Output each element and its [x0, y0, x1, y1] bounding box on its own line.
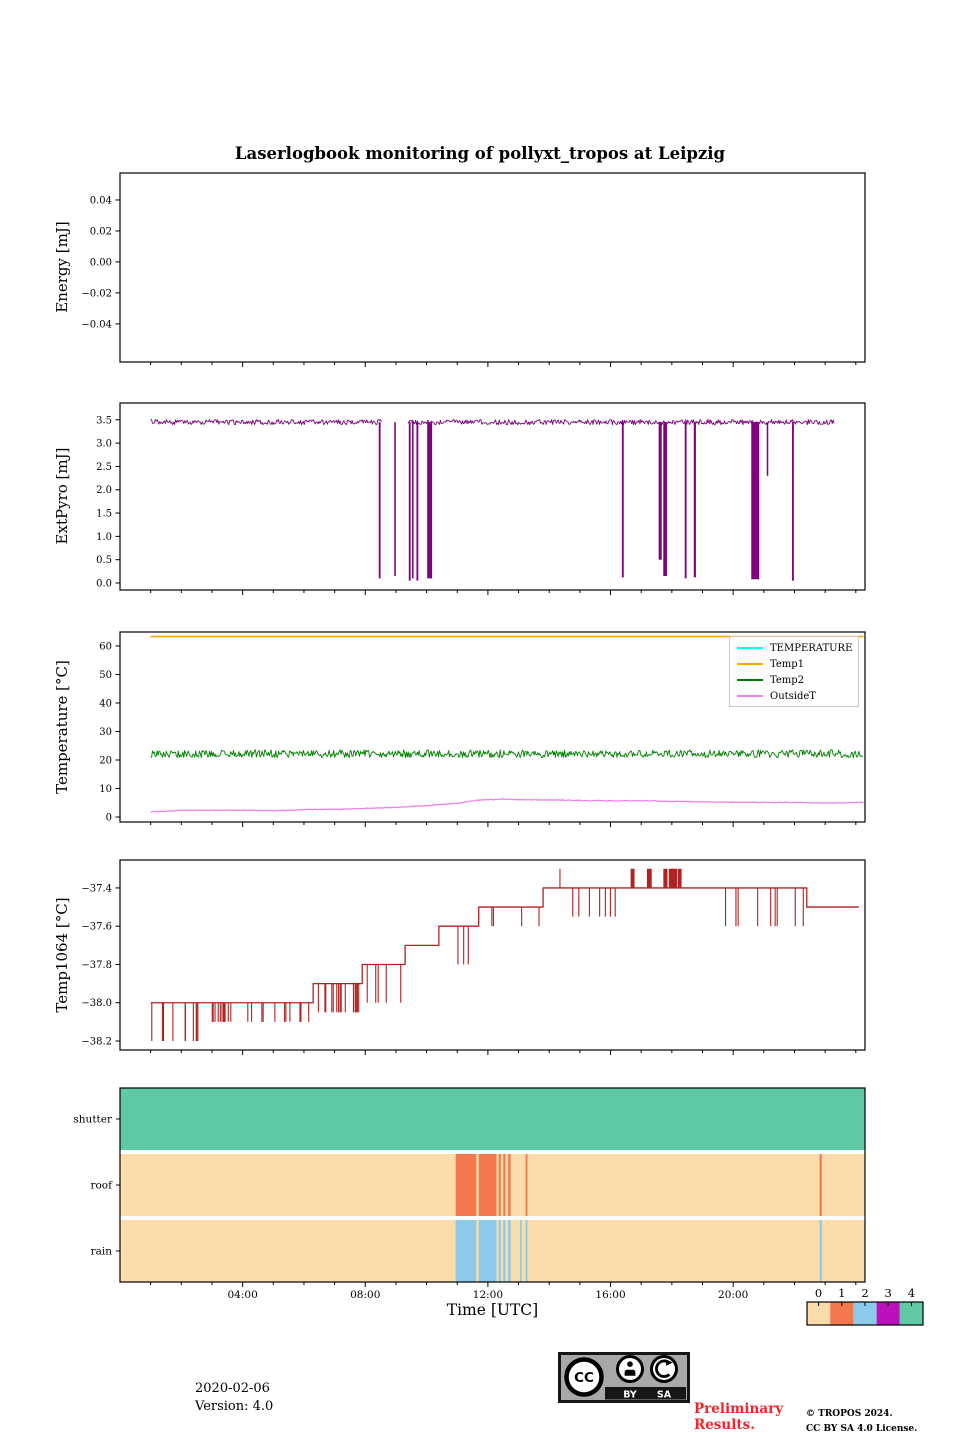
svg-text:roof: roof: [90, 1179, 112, 1192]
svg-text:4: 4: [907, 1286, 916, 1300]
svg-text:0.5: 0.5: [96, 555, 112, 567]
legend-swatch-temperature: [737, 647, 763, 650]
legend-swatch-outsidet: [737, 695, 763, 698]
copyright-line2: CC BY SA 4.0 License.: [806, 1423, 918, 1434]
svg-text:08:00: 08:00: [350, 1289, 381, 1301]
svg-text:−0.02: −0.02: [81, 288, 112, 300]
temperature-legend: [729, 636, 859, 707]
legend-label-temperature: TEMPERATURE: [770, 642, 853, 654]
legend-label-outsidet: OutsideT: [770, 690, 816, 702]
svg-text:−37.6: −37.6: [81, 921, 112, 933]
svg-text:10: 10: [99, 784, 112, 796]
by-person-body: [625, 1370, 636, 1376]
legend-entry-temperature: [730, 640, 858, 656]
legend-entry-temp1: [730, 656, 858, 672]
legend-label-temp2: Temp2: [770, 674, 805, 686]
svg-text:3: 3: [884, 1286, 892, 1300]
footer-date: 2020-02-06: [195, 1381, 270, 1396]
preliminary-line1: Preliminary: [694, 1401, 784, 1417]
svg-text:3.5: 3.5: [96, 415, 112, 427]
svg-text:50: 50: [99, 669, 112, 681]
svg-text:12:00: 12:00: [472, 1289, 504, 1301]
cc-badge-graphic: [558, 1352, 690, 1403]
svg-text:rain: rain: [90, 1245, 112, 1258]
svg-text:0.04: 0.04: [89, 195, 112, 207]
footer-version: Version: 4.0: [195, 1399, 274, 1414]
svg-text:−38.0: −38.0: [81, 998, 112, 1010]
temp1064-y-axis-label: Temp1064 [°C]: [53, 897, 71, 1013]
legend-label-temp1: Temp1: [770, 658, 805, 670]
svg-text:04:00: 04:00: [227, 1289, 258, 1301]
svg-text:1: 1: [838, 1286, 846, 1300]
svg-text:20:00: 20:00: [718, 1289, 749, 1301]
copyright-line1: © TROPOS 2024.: [806, 1409, 893, 1419]
svg-text:0.0: 0.0: [96, 578, 112, 590]
copyright-note: [806, 1407, 917, 1436]
legend-entry-temp2: [730, 672, 858, 688]
extpyro-y-axis-label: ExtPyro [mJ]: [53, 447, 71, 545]
by-person-head: [627, 1361, 633, 1367]
svg-text:2: 2: [861, 1286, 869, 1300]
svg-text:−0.04: −0.04: [81, 319, 112, 331]
svg-text:0: 0: [814, 1286, 823, 1300]
legend-entry-outsidet: [730, 688, 858, 704]
page-title: Laserlogbook monitoring of pollyxt_tropos at Leipzig: [234, 144, 726, 163]
svg-text:0.02: 0.02: [89, 226, 112, 238]
svg-text:2.5: 2.5: [96, 461, 112, 473]
x-axis-title: Time [UTC]: [446, 1301, 539, 1319]
svg-text:0.00: 0.00: [89, 257, 112, 269]
cc-icon-text: CC: [574, 1370, 594, 1386]
svg-text:40: 40: [99, 698, 112, 710]
svg-text:−38.2: −38.2: [81, 1036, 112, 1048]
by-person-icon: [618, 1357, 643, 1382]
temperature-y-axis-label: Temperature [°C]: [53, 660, 71, 794]
energy-y-axis-label: Energy [mJ]: [53, 221, 71, 313]
svg-text:1.5: 1.5: [96, 508, 112, 520]
badge-sa-label: SA: [656, 1389, 672, 1401]
preliminary-results-note: [694, 1401, 783, 1433]
preliminary-line2: Results.: [694, 1417, 755, 1433]
legend-swatch-temp1: [737, 663, 763, 666]
svg-text:2.0: 2.0: [96, 485, 112, 497]
svg-text:1.0: 1.0: [96, 531, 112, 543]
cc-by-sa-badge: [558, 1352, 690, 1403]
svg-text:30: 30: [99, 726, 112, 738]
svg-text:shutter: shutter: [73, 1113, 112, 1126]
legend-swatch-temp2: [737, 679, 763, 682]
svg-text:60: 60: [99, 641, 112, 653]
svg-text:−37.4: −37.4: [81, 883, 112, 895]
svg-text:−37.8: −37.8: [81, 959, 112, 971]
svg-text:20: 20: [99, 755, 112, 767]
svg-text:16:00: 16:00: [595, 1289, 626, 1301]
svg-text:3.0: 3.0: [96, 438, 112, 450]
badge-by-label: BY: [623, 1389, 637, 1401]
svg-text:0: 0: [105, 812, 112, 824]
badge-label-strip: [605, 1387, 686, 1400]
